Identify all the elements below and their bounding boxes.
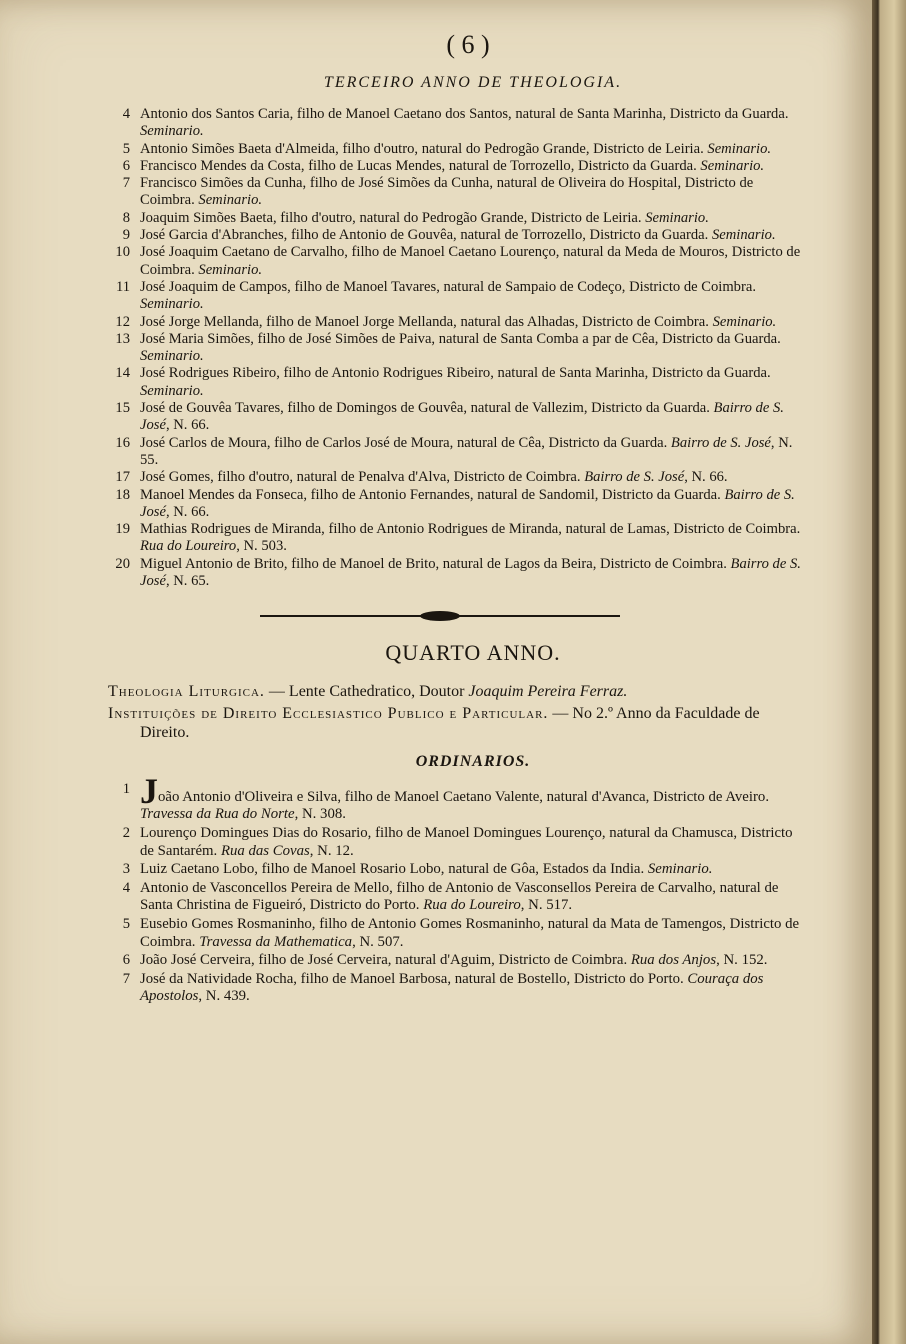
- entry-text: oão Antonio d'Oliveira e Silva, filho de Manoel Caetano Valente, natural d'Avanca, Districto de Aveiro.: [158, 788, 770, 805]
- entry-house-number: , N. 308.: [294, 806, 346, 823]
- entry-text: José Maria Simões, filho de José Simões de Paiva, natural de Santa Comba a par de Cêa, Districto da Guarda.: [140, 330, 781, 347]
- list-item: [108, 861, 808, 879]
- entry-house-number: , N. 66.: [684, 469, 728, 486]
- entry-number: 5: [122, 140, 130, 157]
- entry-text: Miguel Antonio de Brito, filho de Manoel de Brito, natural de Lagos da Beira, Districto de Coimbra.: [140, 555, 727, 572]
- list-item: [108, 210, 808, 227]
- entry-text: João José Cerveira, filho de José Cerveira, natural d'Aguim, Districto de Coimbra.: [140, 952, 628, 969]
- entry-text: Eusebio Gomes Rosmaninho, filho de Antonio Gomes Rosmaninho, natural da Mata de Tamengos, Districto de Coimbra.: [140, 915, 800, 950]
- list-item: [108, 279, 808, 314]
- list-item: [108, 141, 808, 158]
- entry-house-number: , N. 439.: [198, 988, 250, 1005]
- entry-text: Mathias Rodrigues de Miranda, filho de Antonio Rodrigues de Miranda, natural de Lamas, Districto de Coimbra.: [140, 521, 801, 538]
- list-item: [108, 158, 808, 175]
- list-item: [108, 244, 808, 279]
- list-item: [108, 314, 808, 331]
- entry-number: 6: [122, 157, 130, 174]
- entry-residence: Rua do Loureiro: [140, 538, 237, 555]
- page-number: ( 6 ): [446, 30, 490, 59]
- instituicoes-paragraph: [108, 704, 808, 743]
- entry-number: 8: [122, 209, 130, 226]
- book-gutter-edge: [872, 0, 906, 1344]
- liturgica-text: — Lente Cathedratico, Doutor: [264, 683, 469, 701]
- ornamental-rule: [260, 610, 620, 622]
- quarto-anno-title: QUARTO ANNO.: [385, 640, 561, 666]
- entry-number: 9: [122, 227, 130, 244]
- entry-number: 12: [115, 313, 130, 330]
- entry-text: José Jorge Mellanda, filho de Manoel Jorge Mellanda, natural das Alhadas, Districto de Coimbra.: [140, 313, 709, 330]
- entry-text: Antonio de Vasconcellos Pereira de Mello, filho de Antonio de Vasconsellos Pereira de Carvalho, natural de Santa Christina de Figueiró, Districto do Porto.: [140, 879, 779, 914]
- entry-text: José Garcia d'Abranches, filho de Antonio de Gouvêa, natural de Torrozello, Districto da Guarda.: [140, 227, 709, 244]
- entry-house-number: , N. 66.: [165, 417, 210, 434]
- list-item: [108, 825, 808, 860]
- entry-number: 16: [115, 434, 130, 451]
- entry-number: 17: [115, 469, 130, 486]
- entry-text: Luiz Caetano Lobo, filho de Manoel Rosario Lobo, natural de Gôa, Estados da India.: [140, 861, 645, 878]
- entry-house-number: , N. 66.: [165, 503, 210, 520]
- entry-residence: Travessa da Rua do Norte: [140, 806, 295, 823]
- entry-number: 6: [122, 952, 130, 969]
- list-item: [108, 400, 808, 435]
- entry-text: Antonio dos Santos Caria, filho de Manoel Caetano dos Santos, natural de Santa Marinha, Districto da Guarda.: [140, 106, 789, 122]
- entry-number: 2: [122, 825, 130, 841]
- entry-text: José da Natividade Rocha, filho de Manoel Barbosa, natural de Bostello, Districto do Porto.: [140, 970, 684, 987]
- entry-house-number: , N. 12.: [309, 842, 354, 859]
- entry-text: Antonio Simões Baeta d'Almeida, filho d'outro, natural do Pedrogão Grande, Districto de Leiria.: [140, 140, 704, 157]
- entry-text: Manoel Mendes da Fonseca, filho de Antonio Fernandes, natural de Sandomil, Districto da Guarda.: [140, 486, 721, 503]
- entry-residence: Seminario.: [707, 140, 772, 157]
- entry-residence: Rua do Loureiro: [423, 897, 521, 914]
- student-list-quarto: [108, 770, 808, 1006]
- entry-number: 13: [115, 330, 130, 347]
- entry-residence: Seminario.: [140, 123, 204, 140]
- entry-house-number: , N. 55.: [140, 434, 793, 468]
- list-item: [108, 435, 808, 470]
- ordinarios-heading: ORDINARIOS.: [415, 752, 531, 770]
- entry-number: 7: [122, 175, 130, 192]
- list-item: [108, 365, 808, 400]
- liturgica-paragraph: [108, 682, 808, 702]
- entry-residence: Rua dos Anjos: [630, 952, 717, 969]
- entry-residence: Bairro de S. José: [670, 434, 771, 451]
- entry-number: 15: [115, 400, 130, 417]
- entry-residence: Bairro de S. José: [140, 486, 795, 520]
- entry-text: José de Gouvêa Tavares, filho de Domingos de Gouvêa, natural de Vallezim, Districto da Guarda.: [140, 400, 710, 417]
- entry-number: 10: [115, 244, 130, 261]
- entry-text: José Joaquim de Campos, filho de Manoel Tavares, natural de Sampaio de Codeço, Districto de Coimbra.: [140, 278, 756, 295]
- entry-house-number: , N. 503.: [236, 538, 287, 555]
- entry-house-number: , N. 65.: [165, 573, 210, 590]
- instituicoes-text: — No 2.º Anno da Faculdade de Direito.: [140, 704, 760, 742]
- entry-text: José Gomes, filho d'outro, natural de Penalva d'Alva, Districto de Coimbra.: [140, 469, 581, 486]
- entry-house-number: , N. 507.: [352, 933, 404, 950]
- list-item: [108, 331, 808, 366]
- entry-residence: Seminario.: [140, 348, 204, 365]
- entry-residence: Bairro de S. José: [140, 400, 784, 434]
- entry-number: 14: [115, 365, 130, 382]
- list-item: [108, 880, 808, 915]
- entry-text: José Rodrigues Ribeiro, filho de Antonio Rodrigues Ribeiro, natural de Santa Marinha, Districto da Guarda.: [140, 365, 771, 382]
- list-item: [108, 556, 808, 591]
- entry-residence: Seminario.: [140, 382, 204, 399]
- entry-house-number: , N. 152.: [716, 952, 768, 969]
- entry-text: Lourenço Domingues Dias do Rosario, filho de Manoel Domingues Lourenço, natural da Chamusca, Districto de Santarém.: [140, 825, 793, 859]
- entry-residence: Seminario.: [140, 296, 204, 313]
- entry-number: 4: [122, 879, 130, 896]
- list-item: [108, 106, 808, 141]
- page-content: [108, 30, 808, 1007]
- entry-residence: Rua das Covas: [220, 842, 310, 859]
- entry-number: 1: [122, 780, 130, 797]
- list-item: [108, 227, 808, 244]
- entry-house-number: , N. 517.: [520, 897, 573, 914]
- list-item: [108, 916, 808, 951]
- entry-text: Joaquim Simões Baeta, filho d'outro, natural do Pedrogão Grande, Districto de Leiria.: [140, 209, 642, 226]
- entry-number: 18: [115, 486, 130, 503]
- entry-text: José Carlos de Moura, filho de Carlos José de Moura, natural de Cêa, Districto da Guarda.: [140, 434, 668, 451]
- entry-number: 11: [115, 278, 130, 295]
- entry-text: Francisco Simões da Cunha, filho de José Simões da Cunha, natural de Oliveira do Hospital, Districto de Coimbra.: [140, 175, 754, 209]
- entry-residence: Seminario.: [198, 192, 263, 209]
- entry-residence: Seminario.: [711, 227, 776, 244]
- entry-residence: Seminario.: [700, 157, 765, 174]
- list-item: [108, 469, 808, 486]
- entry-number: 20: [115, 555, 130, 572]
- entry-residence: Seminario.: [647, 861, 713, 878]
- section-heading: TERCEIRO ANNO DE THEOLOGIA.: [323, 74, 623, 91]
- entry-number: 4: [122, 106, 130, 122]
- entry-residence: Seminario.: [645, 209, 709, 226]
- drop-initial: J: [140, 770, 158, 811]
- entry-residence: Travessa da Mathematica: [199, 933, 353, 950]
- entry-number: 3: [122, 861, 130, 878]
- entry-number: 7: [122, 970, 130, 987]
- entry-residence: Seminario.: [712, 313, 777, 330]
- entry-number: 19: [115, 521, 130, 538]
- list-item: [108, 175, 808, 210]
- entry-residence: Seminario.: [198, 261, 263, 278]
- entry-residence: Bairro de S. José: [140, 555, 801, 590]
- entry-residence: Bairro de S. José: [584, 469, 685, 486]
- list-item: [108, 770, 808, 824]
- list-item: [108, 521, 808, 556]
- list-item: [108, 971, 808, 1006]
- list-item: [108, 487, 808, 522]
- entry-text: José Joaquim Caetano de Carvalho, filho de Manoel Caetano Lourenço, natural da Meda de Mouros, Districto de Coimbra.: [140, 244, 801, 278]
- entry-residence: Couraça dos Apostolos: [140, 970, 764, 1005]
- student-list-terceiro: [108, 106, 808, 590]
- liturgica-label: Theologia Liturgica.: [108, 683, 265, 701]
- entry-text: Francisco Mendes da Costa, filho de Lucas Mendes, natural de Torrozello, Districto da Guarda.: [140, 157, 697, 174]
- liturgica-name: Joaquim Pereira Ferraz.: [468, 683, 628, 701]
- list-item: [108, 952, 808, 970]
- entry-number: 5: [122, 915, 130, 932]
- instituicoes-label: Instituições de Direito Ecclesiastico Publico e Particular.: [108, 704, 549, 722]
